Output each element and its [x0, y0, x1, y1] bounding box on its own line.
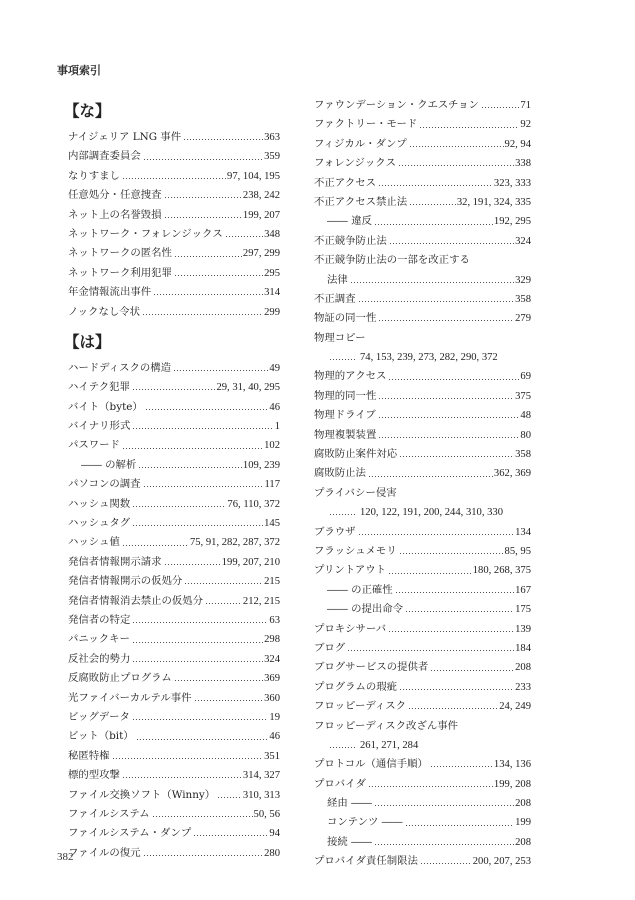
- leader-dots: [132, 622, 268, 623]
- leader-dots: [430, 670, 514, 671]
- index-entry: [68, 186, 280, 205]
- entry-pages: 102: [264, 440, 280, 452]
- entry-pages: 134: [515, 526, 531, 538]
- entry-term: 接続 ――: [327, 835, 372, 848]
- entry-pages: 75, 91, 282, 287, 372: [189, 537, 280, 549]
- index-entry: [68, 514, 280, 533]
- entry-pages: 145: [264, 518, 280, 530]
- leader-dots: [184, 583, 263, 584]
- entry-pages: 92, 94: [504, 138, 531, 150]
- entry-pages: 233: [515, 681, 531, 693]
- entry-pages: 324: [264, 653, 280, 665]
- leader-dots: [368, 476, 493, 477]
- entry-pages: 199, 207: [242, 209, 280, 221]
- entry-term: ―― 違反: [327, 215, 372, 228]
- leader-dots: [329, 514, 357, 515]
- entry-term: ファイルシステム・ダンプ: [68, 827, 192, 840]
- index-entry: [314, 639, 531, 658]
- entry-pages: 238, 242: [242, 190, 280, 202]
- entry-pages: 297, 299: [242, 248, 280, 260]
- entry-pages: 362, 369: [493, 468, 531, 480]
- entry-term: ナイジェリア LNG 事件: [68, 131, 182, 143]
- leader-dots: [173, 370, 268, 371]
- running-head: 事項索引: [57, 64, 101, 77]
- entry-pages: 279: [515, 313, 531, 325]
- entry-term: プライバシー侵害: [314, 486, 397, 499]
- index-entry: [314, 620, 531, 639]
- leader-dots: [378, 417, 520, 418]
- entry-pages: 261, 271, 284: [360, 739, 419, 751]
- entry-term: ハイテク犯罪: [68, 381, 130, 394]
- index-entry: [68, 533, 280, 552]
- entry-term: プリントアウト: [314, 564, 387, 577]
- entry-term: ネット上の名誉毀損: [68, 208, 162, 221]
- entry-pages: 192, 295: [493, 216, 531, 228]
- leader-dots: [329, 747, 357, 748]
- entry-term: 年金情報流出事件: [68, 286, 152, 299]
- entry-pages: 280: [264, 847, 280, 859]
- index-entry: [314, 329, 531, 348]
- index-entry: [314, 581, 531, 600]
- entry-pages: 46: [269, 401, 280, 413]
- index-entry: [314, 154, 531, 173]
- index-entry: [68, 650, 280, 669]
- leader-dots: [132, 719, 268, 720]
- leader-dots: [388, 573, 472, 574]
- entry-term: 発信者情報消去禁止の仮処分: [68, 594, 204, 607]
- index-entry: [68, 206, 280, 225]
- index-entry: [314, 387, 531, 406]
- index-entry: [68, 824, 280, 843]
- leader-dots: [398, 165, 514, 166]
- entry-term: 物理コピー: [314, 331, 366, 344]
- index-entry: [314, 406, 531, 425]
- leader-dots: [405, 825, 515, 826]
- entry-term: プロトコル（通信手順）: [314, 758, 428, 771]
- leader-dots: [143, 486, 264, 487]
- index-entry: [68, 359, 280, 378]
- entry-pages: 375: [515, 390, 531, 402]
- entry-term: 不正調査: [314, 292, 356, 305]
- index-entry: [314, 174, 531, 193]
- index-entry: [68, 398, 280, 417]
- entry-pages: 310, 313: [242, 789, 280, 801]
- index-entry: [314, 523, 531, 542]
- index-entry: [314, 135, 531, 154]
- entry-pages: 175: [515, 604, 531, 616]
- leader-dots: [409, 204, 456, 205]
- index-entry: [68, 378, 280, 397]
- leader-dots: [388, 379, 519, 380]
- entry-pages: 48: [520, 410, 531, 422]
- entry-term: ネットワーク・フォレンジックス: [68, 227, 223, 240]
- entry-pages: 46: [269, 731, 280, 743]
- index-entry: [68, 630, 280, 649]
- entry-pages: 49: [269, 362, 280, 374]
- leader-dots: [132, 428, 273, 429]
- leader-dots: [378, 437, 519, 438]
- entry-term: ビット（bit）: [68, 730, 134, 743]
- index-entry: [314, 678, 531, 697]
- index-entry: [314, 367, 531, 386]
- index-entry: [314, 813, 531, 832]
- entry-pages: 109, 239: [242, 459, 280, 471]
- index-entry: [68, 167, 280, 186]
- index-entry: [314, 96, 531, 115]
- index-entry: [68, 689, 280, 708]
- entry-term: 不正競争防止法の一部を改正する: [314, 254, 470, 267]
- entry-pages: 358: [515, 449, 531, 461]
- entry-term: ネットワークの匿名性: [68, 247, 172, 260]
- leader-dots: [193, 835, 268, 836]
- index-entry: [314, 212, 531, 231]
- leader-dots: [399, 553, 504, 554]
- entry-term: ブログ: [314, 641, 346, 654]
- index-entry: [314, 736, 531, 755]
- leader-dots: [164, 564, 221, 565]
- leader-dots: [145, 409, 269, 410]
- leader-dots: [152, 816, 253, 817]
- entry-term: ファイルの復元: [68, 846, 141, 859]
- entry-pages: 360: [264, 692, 280, 704]
- entry-term: ハッシュタグ: [68, 517, 131, 530]
- leader-dots: [405, 611, 514, 612]
- index-entry: [314, 426, 531, 445]
- entry-pages: 314, 327: [242, 770, 280, 782]
- leader-dots: [378, 185, 493, 186]
- entry-term: パスワード: [68, 439, 120, 452]
- leader-dots: [183, 139, 263, 140]
- entry-pages: 94: [269, 828, 280, 840]
- entry-pages: 139: [515, 623, 531, 635]
- leader-dots: [164, 217, 242, 218]
- leader-dots: [217, 797, 242, 798]
- entry-term: ブログサービスの提供者: [314, 661, 429, 674]
- entry-pages: 299: [264, 306, 280, 318]
- leader-dots: [409, 146, 504, 147]
- entry-term: バイト（byte）: [68, 400, 143, 413]
- index-entry: [314, 794, 531, 813]
- entry-pages: 363: [264, 132, 280, 143]
- section-heading: 【な】: [64, 102, 111, 120]
- entry-term: ―― の解析: [81, 458, 137, 471]
- entry-term: ―― の正確性: [327, 583, 393, 596]
- entry-pages: 351: [264, 750, 280, 762]
- entry-term: ファクトリー・モード: [314, 118, 418, 131]
- entry-term: プログラムの瑕疵: [314, 680, 398, 693]
- entry-term: ハードディスクの構造: [68, 361, 172, 374]
- entry-term: 発信者の特定: [68, 613, 131, 626]
- index-entry: [314, 600, 531, 619]
- index-entry: [314, 561, 531, 580]
- index-entry: [68, 283, 280, 302]
- leader-dots: [194, 700, 264, 701]
- leader-dots: [420, 863, 472, 864]
- leader-dots: [419, 127, 519, 128]
- index-entry: [68, 553, 280, 572]
- entry-pages: 199, 207, 210: [221, 556, 280, 568]
- entry-pages: 298: [264, 634, 280, 646]
- leader-dots: [174, 680, 263, 681]
- index-entry: [68, 436, 280, 455]
- entry-pages: 1: [274, 421, 280, 433]
- entry-term: パソコンの調査: [68, 478, 141, 491]
- entry-pages: 180, 268, 375: [472, 565, 531, 577]
- entry-pages: 295: [264, 267, 280, 279]
- index-entry: [314, 542, 531, 561]
- leader-dots: [408, 708, 498, 709]
- leader-dots: [143, 855, 264, 856]
- entry-pages: 32, 191, 324, 335: [456, 196, 531, 208]
- entry-pages: 208: [515, 836, 531, 848]
- entry-pages: 97, 104, 195: [227, 170, 280, 182]
- leader-dots: [164, 197, 242, 198]
- index-entry: [68, 417, 280, 436]
- leader-dots: [122, 178, 226, 179]
- index-entry: [68, 456, 280, 475]
- index-entry: [68, 766, 280, 785]
- index-entry: [68, 786, 280, 805]
- entry-term: コンテンツ ――: [327, 816, 403, 829]
- leader-dots: [368, 786, 493, 787]
- index-entry: [68, 805, 280, 824]
- index-entry: [68, 727, 280, 746]
- entry-pages: 338: [515, 158, 531, 170]
- entry-term: ブラウザ: [314, 525, 356, 538]
- leader-dots: [358, 301, 515, 302]
- index-entry: [68, 264, 280, 283]
- index-entry: [68, 225, 280, 244]
- index-entry: [314, 290, 531, 309]
- entry-term: 物理的同一性: [314, 389, 377, 402]
- entry-term: ハッシュ関数: [68, 497, 131, 510]
- index-entry: [68, 708, 280, 727]
- leader-dots: [174, 256, 242, 257]
- entry-term: 物理複製装置: [314, 428, 377, 441]
- entry-term: なりすまし: [68, 169, 120, 182]
- leader-dots: [132, 506, 226, 507]
- index-entry: [314, 852, 531, 871]
- leader-dots: [174, 275, 263, 276]
- entry-pages: 63: [269, 614, 280, 626]
- page-number: 382: [57, 851, 74, 863]
- entry-term: プロバイダ責任制限法: [314, 855, 418, 868]
- entry-pages: 323, 333: [493, 177, 531, 189]
- entry-term: バイナリ形式: [68, 420, 131, 433]
- entry-term: 秘匿特権: [68, 749, 110, 762]
- index-entry: [314, 115, 531, 134]
- leader-dots: [399, 456, 514, 457]
- index-entry: [314, 717, 531, 736]
- index-entry: [314, 348, 531, 367]
- entry-term: プロバイダ: [314, 777, 366, 790]
- index-entry: [68, 611, 280, 630]
- entry-term: 法律: [327, 273, 348, 286]
- entry-term: 物理的アクセス: [314, 370, 387, 383]
- entry-term: 物証の同一性: [314, 312, 377, 325]
- leader-dots: [122, 545, 189, 546]
- entry-term: パニックキー: [68, 633, 130, 646]
- leader-dots: [132, 389, 216, 390]
- entry-term: 内部調査委員会: [68, 150, 141, 163]
- index-entry: [314, 232, 531, 251]
- leader-dots: [138, 467, 242, 468]
- leader-dots: [136, 739, 269, 740]
- index-entry: [314, 484, 531, 503]
- leader-dots: [153, 294, 263, 295]
- leader-dots: [430, 766, 493, 767]
- leader-dots: [132, 661, 263, 662]
- index-entry: [314, 251, 531, 270]
- entry-pages: 199: [515, 817, 531, 829]
- leader-dots: [374, 844, 514, 845]
- entry-term: フラッシュメモリ: [314, 544, 397, 557]
- entry-pages: 85, 95: [504, 545, 531, 557]
- leader-dots: [347, 650, 514, 651]
- leader-dots: [395, 592, 514, 593]
- entry-term: 光ファイバーカルテル事件: [68, 691, 192, 704]
- entry-term: ネットワーク利用犯罪: [68, 266, 172, 279]
- leader-dots: [389, 243, 514, 244]
- entry-term: ハッシュ値: [68, 536, 120, 549]
- entry-pages: 74, 153, 239, 273, 282, 290, 372: [360, 352, 498, 364]
- leader-dots: [122, 448, 263, 449]
- entry-term: ビッグデータ: [68, 710, 130, 723]
- entry-pages: 50, 56: [253, 808, 280, 820]
- entry-term: ファイル交換ソフト（Winny）: [68, 788, 216, 801]
- entry-pages: 134, 136: [493, 759, 531, 771]
- leader-dots: [378, 320, 514, 321]
- index-entry: [68, 592, 280, 611]
- leader-dots: [142, 314, 263, 315]
- entry-term: ノックなし令状: [68, 305, 141, 318]
- entry-term: 腐敗防止法: [314, 467, 366, 480]
- entry-pages: 167: [515, 584, 531, 596]
- entry-pages: 324: [515, 235, 531, 247]
- entry-pages: 24, 249: [499, 701, 531, 713]
- entry-pages: 69: [520, 371, 531, 383]
- entry-pages: 358: [515, 293, 531, 305]
- entry-pages: 369: [264, 673, 280, 685]
- entry-term: 不正アクセス禁止法: [314, 195, 408, 208]
- entry-term: 発信者情報開示請求: [68, 555, 162, 568]
- entry-pages: 80: [520, 429, 531, 441]
- entry-term: 反腐敗防止プログラム: [68, 672, 172, 685]
- entry-pages: 120, 122, 191, 200, 244, 310, 330: [360, 507, 504, 519]
- index-entry: [68, 669, 280, 688]
- entry-pages: 76, 110, 372: [227, 498, 280, 510]
- leader-dots: [225, 236, 263, 237]
- leader-dots: [205, 603, 242, 604]
- index-column-right: [314, 96, 531, 872]
- index-entry: [314, 445, 531, 464]
- entry-term: 発信者情報開示の仮処分: [68, 575, 183, 588]
- entry-term: 標的型攻撃: [68, 769, 120, 782]
- entry-pages: 200, 207, 253: [472, 856, 531, 868]
- leader-dots: [143, 159, 263, 160]
- entry-pages: 184: [515, 642, 531, 654]
- index-entry: [314, 464, 531, 483]
- entry-term: 腐敗防止案件対応: [314, 448, 398, 461]
- index-entry: [68, 495, 280, 514]
- index-entry: [68, 147, 280, 166]
- entry-pages: 19: [269, 711, 280, 723]
- section-heading: 【は】: [64, 332, 111, 351]
- index-entry: [68, 128, 280, 147]
- entry-pages: 199, 208: [493, 778, 531, 790]
- leader-dots: [132, 642, 263, 643]
- index-column-left: [64, 96, 280, 863]
- entry-pages: 314: [264, 287, 280, 299]
- entry-term: 反社会的勢力: [68, 652, 131, 665]
- entry-term: ファイルシステム: [68, 807, 150, 820]
- entry-pages: 92: [520, 119, 531, 131]
- leader-dots: [374, 224, 493, 225]
- entry-pages: 117: [264, 479, 280, 491]
- index-entry: [314, 193, 531, 212]
- entry-term: 不正アクセス: [314, 176, 377, 189]
- leader-dots: [378, 398, 514, 399]
- entry-term: 物理ドライブ: [314, 409, 376, 422]
- index-entry: [314, 697, 531, 716]
- index-entry: [314, 775, 531, 794]
- entry-term: フロッピーディスク改ざん事件: [314, 719, 459, 732]
- entry-pages: 29, 31, 40, 295: [216, 382, 280, 394]
- leader-dots: [388, 631, 514, 632]
- index-entry: [314, 755, 531, 774]
- entry-term: ―― の提出命令: [327, 603, 404, 616]
- entry-term: 任意処分・任意捜査: [68, 189, 162, 202]
- leader-dots: [358, 534, 515, 535]
- entry-pages: 208: [515, 798, 531, 810]
- leader-dots: [132, 525, 263, 526]
- index-entry: [68, 844, 280, 863]
- index-entry: [314, 271, 531, 290]
- index-entry: [68, 303, 280, 322]
- entry-pages: 212, 215: [242, 595, 280, 607]
- entry-term: 不正競争防止法: [314, 234, 387, 247]
- leader-dots: [399, 689, 514, 690]
- leader-dots: [122, 777, 242, 778]
- leader-dots: [112, 758, 264, 759]
- entry-term: フォレンジックス: [314, 157, 396, 170]
- entry-term: フィジカル・ダンプ: [314, 137, 407, 150]
- index-entry: [68, 572, 280, 591]
- index-entry: [68, 475, 280, 494]
- entry-pages: 359: [264, 151, 280, 163]
- leader-dots: [481, 107, 520, 108]
- leader-dots: [374, 805, 514, 806]
- leader-dots: [350, 282, 514, 283]
- entry-pages: 215: [264, 576, 280, 588]
- index-entry: [68, 747, 280, 766]
- entry-term: ファウンデーション・クエスチョン: [314, 99, 479, 111]
- entry-term: フロッピーディスク: [314, 700, 407, 713]
- index-entry: [314, 658, 531, 677]
- index-entry: [314, 503, 531, 522]
- index-entry: [314, 309, 531, 328]
- entry-pages: 348: [264, 228, 280, 240]
- entry-pages: 71: [520, 100, 531, 111]
- entry-pages: 329: [515, 274, 531, 286]
- leader-dots: [329, 359, 357, 360]
- index-entry: [68, 244, 280, 263]
- entry-term: プロキシサーバ: [314, 622, 387, 635]
- entry-term: 経由 ――: [327, 797, 372, 810]
- entry-pages: 208: [515, 662, 531, 674]
- index-entry: [314, 833, 531, 852]
